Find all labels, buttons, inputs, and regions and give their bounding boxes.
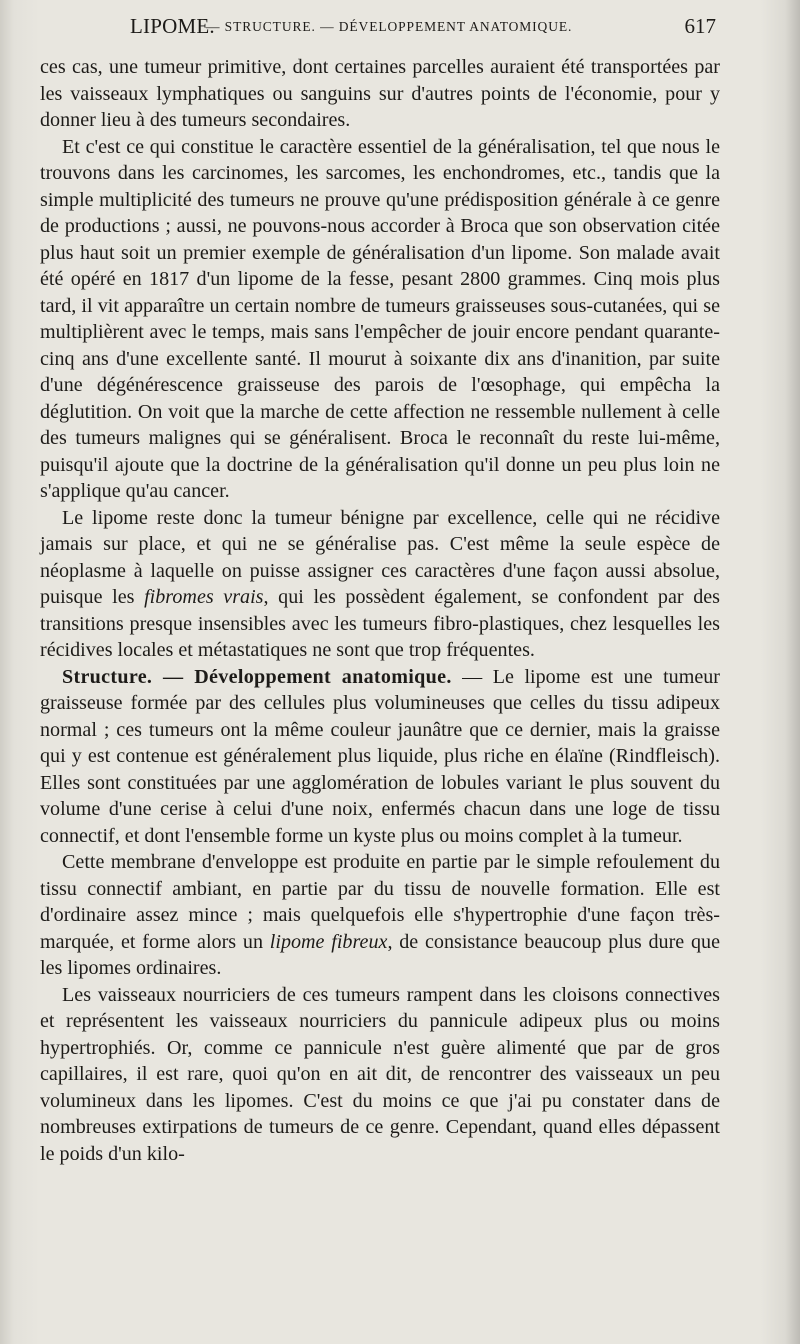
running-head [130, 14, 720, 44]
running-head-sections: — STRUCTURE. — DÉVELOPPEMENT ANATOMIQUE. [206, 19, 573, 34]
paragraph-4 [40, 664, 720, 850]
section-heading: Structure. — Développement anatomique. [62, 665, 452, 688]
body-text [40, 54, 720, 1167]
paragraph-1-text: ces cas, une tumeur primitive, dont certaines parcelles auraient été transportées par les vaisseaux lymphatiques ou sanguins sur d'autres points de l'économie, pour y donner lieu à des tumeurs secondaires. [40, 56, 720, 131]
running-head-title: LIPOME. [130, 14, 215, 38]
paragraph-6-text: Les vaisseaux nourriciers de ces tumeurs rampent dans les cloisons connectives et représentent les vaisseaux nourriciers du pannicule adipeux plus ou moins hypertrophiés. Or, comme ce pannicule n'est guère alimenté que par de gros capillaires, il est rare, quoi qu'on en ait dit, de rencontrer des vaisseaux un peu volumineux dans les lipomes. C'est du moins ce que j'ai pu constater dans de nombreuses extirpations de tumeurs de ce genre. Cependant, quand elles dépassent le poids d'un kilo- [40, 983, 720, 1165]
paragraph-2 [40, 134, 720, 505]
paragraph-5-italic-term: lipome fibreux [269, 930, 388, 953]
paragraph-3 [40, 505, 720, 664]
paragraph-6 [40, 982, 720, 1168]
paragraph-5-text-after: , de consistance beaucoup plus dure que les lipomes ordinaires. [40, 930, 720, 979]
paragraph-4-text: — Le lipome est une tumeur graisseuse formée par des cellules plus volumineuses que celles du tissu adipeux normal ; ces tumeurs ont la même couleur jaunâtre que ce dernier, mais la graisse qui y est contenue est généralement plus liquide, plus riche en élaïne (Rindfleisch). Elles sont constituées par une agglomération de lobules variant le plus souvent du volume d'une cerise à celui d'une noix, enfermés chacun dans une loge de tissu connectif, et dont l'ensemble forme un kyste plus ou moins complet à la tumeur. [40, 665, 720, 847]
paragraph-5 [40, 849, 720, 982]
paragraph-3-text-before: Le lipome reste donc la tumeur bénigne par excellence, celle qui ne récidive jamais sur place, et qui ne se généralise pas. C'est même la seule espèce de néoplasme à laquelle on puisse assigner ces caractères d'une façon aussi absolue, puisque les [40, 506, 720, 608]
paragraph-3-text-after: , qui les possèdent également, se confondent par des transitions presque insensibles avec les tumeurs fibro-plastiques, chez lesquelles les récidives locales et métastatiques ne sont que trop fréquentes. [40, 586, 720, 661]
paragraph-5-text-before: Cette membrane d'enveloppe est produite en partie par le simple refoulement du tissu connectif ambiant, en partie par du tissu de nouvelle formation. Elle est d'ordinaire assez mince ; mais quelquefois elle s'hypertrophie d'une façon très-marquée, et forme alors un [40, 851, 720, 953]
paragraph-2-text: Et c'est ce qui constitue le caractère essentiel de la généralisation, tel que nous le trouvons dans les carcinomes, les sarcomes, les enchondromes, etc., tandis que la simple multiplicité des tumeurs ne prouve qu'une prédisposition générale à ce genre de productions ; aussi, ne pouvons-nous accorder à Broca que son observation citée plus haut soit un premier exemple de généralisation d'un lipome. Son malade avait été opéré en 1817 d'un lipome de la fesse, pesant 2800 grammes. Cinq mois plus tard, il vit apparaître un certain nombre de tumeurs graisseuses sous-cutanées, qui se multiplièrent avec le temps, mais sans l'empêcher de jouir encore pendant quarante-cinq ans d'une excellente santé. Il mourut à soixante dix ans d'inanition, par suite d'une dégénérescence graisseuse des parois de l'œsophage, qui empêcha la déglutition. On voit que la marche de cette affection ne ressemble nullement à celle des tumeurs malignes qui se généralisent. Broca le reconnaît du reste lui-même, puisqu'il ajoute que la doctrine de la généralisation qu'il donne un peu plus loin ne s'applique qu'au cancer. [40, 135, 720, 502]
page-number: 617 [684, 14, 716, 38]
paragraph-1 [40, 54, 720, 134]
paragraph-3-italic-term: fibromes vrais [144, 586, 264, 608]
